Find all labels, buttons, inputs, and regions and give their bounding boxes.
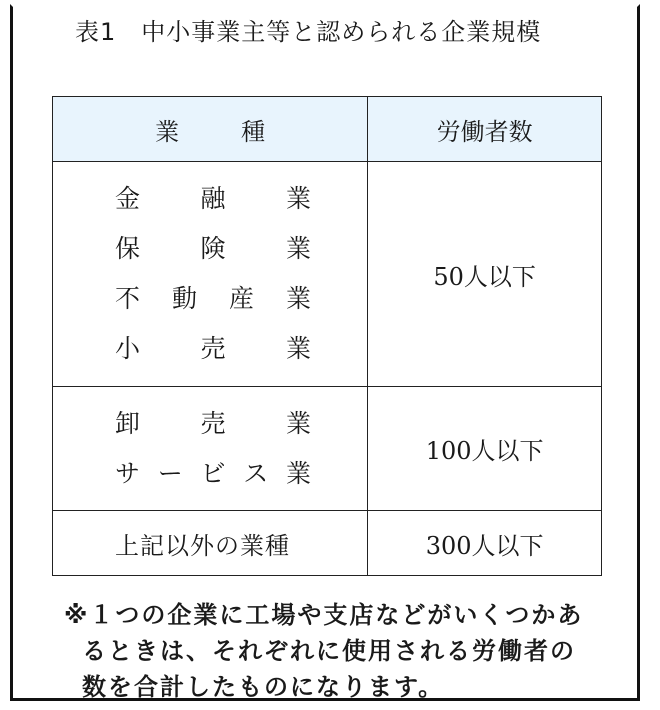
- industry-char: 業: [285, 184, 311, 213]
- industry-wholesale: [115, 399, 311, 449]
- industry-cell: [53, 387, 368, 511]
- industry-other: 上記以外の業種: [115, 531, 290, 560]
- footnote-line: 数を合計したものになります。: [82, 673, 445, 701]
- industry-char: 産: [228, 284, 254, 313]
- employee-limit: 100人以下: [368, 387, 602, 511]
- industry-char: 小: [115, 334, 141, 363]
- table-row: [53, 511, 602, 576]
- industry-char: 険: [200, 234, 226, 263]
- industry-char: ス: [243, 458, 269, 488]
- industry-char: ー: [157, 458, 183, 488]
- industry-char: サ: [115, 458, 141, 488]
- header-industry-char: 種: [241, 117, 266, 146]
- industry-char: 融: [200, 184, 226, 213]
- industry-retail: [115, 324, 311, 374]
- industry-char: 卸: [115, 408, 141, 438]
- industry-service: [115, 449, 311, 499]
- table-title: 表1 中小事業主等と認められる企業規模: [75, 18, 542, 46]
- industry-finance: [115, 174, 311, 224]
- table-row: [53, 162, 602, 387]
- industry-char: 売: [200, 408, 226, 438]
- industry-cell: [53, 511, 368, 576]
- footnote: [64, 597, 609, 705]
- header-industry-char: 業: [155, 117, 180, 146]
- industry-char: 業: [285, 408, 311, 438]
- industry-cell: [53, 162, 368, 387]
- industry-char: 業: [285, 234, 311, 263]
- footnote-line: ※１つの企業に工場や支店などがいくつかあ: [64, 601, 584, 629]
- industry-char: 不: [115, 284, 141, 313]
- industry-insurance: [115, 224, 311, 274]
- industry-real-estate: [115, 274, 311, 324]
- industry-char: 業: [285, 458, 311, 488]
- industry-char: ビ: [200, 458, 226, 488]
- employee-limit: 50人以下: [368, 162, 602, 387]
- header-industry: [53, 97, 368, 162]
- table-row: [53, 387, 602, 511]
- header-employees: 労働者数: [368, 97, 602, 162]
- industry-char: 売: [200, 334, 226, 363]
- industry-char: 保: [115, 234, 141, 263]
- table-header-row: [53, 97, 602, 162]
- enterprise-scale-table: [52, 96, 602, 576]
- industry-char: 金: [115, 184, 141, 213]
- footnote-line: るときは、それぞれに使用される労働者の: [82, 637, 576, 665]
- employee-limit: 300人以下: [368, 511, 602, 576]
- industry-char: 業: [285, 284, 311, 313]
- industry-char: 動: [171, 284, 197, 313]
- industry-char: 業: [285, 334, 311, 363]
